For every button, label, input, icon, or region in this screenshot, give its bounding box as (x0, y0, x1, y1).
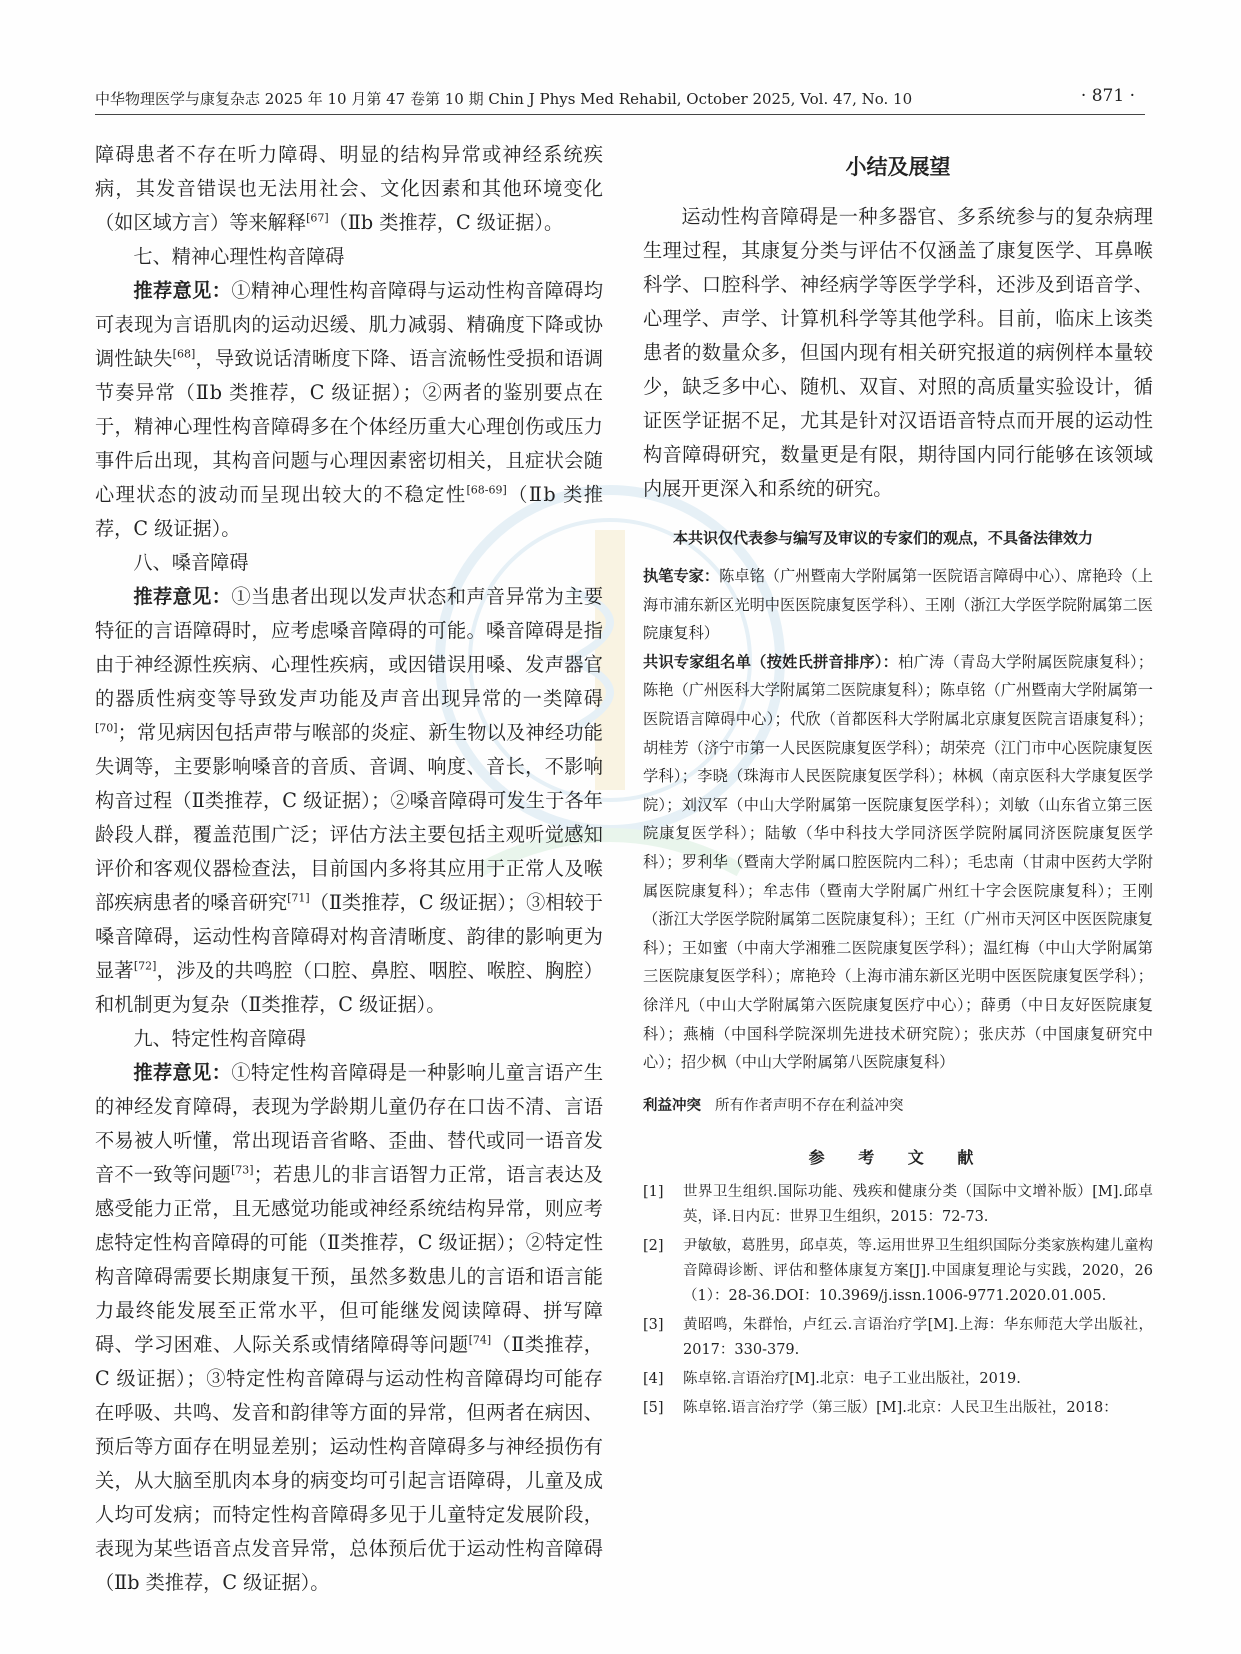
citation-ref[interactable]: [71] (287, 891, 310, 905)
summary-heading: 小结及展望 (845, 155, 951, 179)
recommendation-9: 推荐意见：①特定性构音障碍是一种影响儿童言语产生的神经发育障碍，表现为学龄期儿童仍存在口齿不清、言语不易被人听懂，常出现语音省略、歪曲、替代或同一语音发音不一致等问题[73]；若患儿的非言语智力正常，语言表达及感受能力正常，且无感觉功能或神经系统结构异常，则应考虑特定性构音障碍的可能（Ⅱ类推荐，C 级证据）；②特定性构音障碍需要长期康复干预，虽然多数患儿的言语和语言能力最终能发展至正常水平，但可能继发阅读障碍、拼写障碍、学习困难、人际关系或情绪障碍等问题[74]（Ⅱ类推荐，C 级证据）；③特定性构音障碍与运动性构音障碍均可能存在呼吸、共鸣、发音和韵律等方面的异常，但两者在病因、预后等方面存在明显差别；运动性构音障碍多与神经损伤有关，从大脑至肌肉本身的病变均可引起言语障碍，儿童及成人均可发病；而特定性构音障碍多见于儿童特定发展阶段，表现为某些语音点发音异常，总体预后优于运动性构音障碍（Ⅱb 类推荐，C 级证据）。 (95, 1061, 604, 1594)
left-column (95, 138, 603, 1600)
recommendation-7: 推荐意见：①精神心理性构音障碍与运动性构音障碍均可表现为言语肌肉的运动迟缓、肌力减弱、精确度下降或协调性缺失[68]，导致说话清晰度下降、语言流畅性受损和语调节奏异常（Ⅱb 类推荐，C 级证据）；②两者的鉴别要点在于，精神心理性构音障碍多在个体经历重大心理创伤或压力事件后出现，其构音问题与心理因素密切相关，且症状会随心理状态的波动而呈现出较大的不稳定性[68-69]（Ⅱb 类推荐，C 级证据）。 (95, 279, 604, 540)
journal-citation: 中华物理医学与康复杂志 2025 年 10 月第 47 卷第 10 期 Chin J Phys Med Rehabil, October 2025, Vol. 47, No. 10 (95, 90, 913, 108)
writing-experts: 执笔专家：陈卓铭（广州暨南大学附属第一医院语言障碍中心）、席艳玲（上海市浦东新区光明中医医院康复医学科）、王刚（浙江大学医学院附属第二医院康复科） (643, 567, 1153, 643)
paragraph: 障碍患者不存在听力障碍、明显的结构异常或神经系统疾病，其发音错误也无法用社会、文化因素和其他环境变化（如区域方言）等来解释[67]（Ⅱb 类推荐，C 级证据）。 (95, 143, 603, 234)
section-heading-9: 九、特定性构音障碍 (133, 1027, 307, 1050)
reference-item: [5] 陈卓铭.语言治疗学（第三版）[M].北京：人民卫生出版社，2018： (643, 1399, 1118, 1416)
reference-item: [3] 黄昭鸣，朱群怡，卢红云.言语治疗学[M].上海：华东师范大学出版社，2017：330-379. (643, 1316, 1153, 1358)
conflict-of-interest: 利益冲突 所有作者声明不存在利益冲突 (643, 1097, 904, 1114)
summary-paragraph: 运动性构音障碍是一种多器官、多系统参与的复杂病理生理过程，其康复分类与评估不仅涵盖了康复医学、耳鼻喉科学、口腔科学、神经病学等医学学科，还涉及到语音学、心理学、声学、计算机科学等其他学科。目前，临床上该类患者的数量众多，但国内现有相关研究报道的病例样本量较少，缺乏多中心、随机、双盲、对照的高质量实验设计，循证医学证据不足，尤其是针对汉语语音特点而开展的运动性构音障碍研究，数量更是有限，期待国内同行能够在该领域内展开更深入和系统的研究。 (643, 205, 1153, 500)
recommendation-8: 推荐意见：①当患者出现以发声状态和声音异常为主要特征的言语障碍时，应考虑嗓音障碍的可能。嗓音障碍是指由于神经源性疾病、心理性疾病，或因错误用嗓、发声器官的器质性病变等导致发声功能及声音出现异常的一类障碍[70]；常见病因包括声带与喉部的炎症、新生物以及神经功能失调等，主要影响嗓音的音质、音调、响度、音长，不影响构音过程（Ⅱ类推荐，C 级证据）；②嗓音障碍可发生于各年龄段人群，覆盖范围广泛；评估方法主要包括主观听觉感知评价和客观仪器检查法，目前国内多将其应用于正常人及喉部疾病患者的嗓音研究[71]（Ⅱ类推荐，C 级证据）；③相较于嗓音障碍，运动性构音障碍对构音清晰度、韵律的影响更为显著[72]，涉及的共鸣腔（口腔、鼻腔、咽腔、喉腔、胸腔）和机制更为复杂（Ⅱ类推荐，C 级证据）。 (95, 585, 604, 1016)
running-header (95, 88, 1145, 115)
citation-ref[interactable]: [68-69] (466, 483, 507, 497)
reference-item: [4] 陈卓铭.言语治疗[M].北京：电子工业出版社，2019. (643, 1370, 1021, 1387)
citation-ref[interactable]: [73] (230, 1163, 254, 1177)
citation-ref[interactable]: [67] (306, 211, 329, 225)
page-number: · 871 · (1080, 86, 1135, 106)
section-heading-8: 八、嗓音障碍 (133, 551, 249, 574)
disclaimer: 本共识仅代表参与编写及审议的专家们的观点，不具备法律效力 (673, 529, 1094, 547)
citation-ref[interactable]: [74] (468, 1333, 492, 1347)
consensus-group: 共识专家组名单（按姓氏拼音排序）：柏广涛（青岛大学附属医院康复科）；陈艳（广州医科大学附属第二医院康复科）；陈卓铭（广州暨南大学附属第一医院语言障碍中心）；代欣（首都医科大学附属北京康复医院言语康复科）；胡桂芳（济宁市第一人民医院康复医学科）；胡荣亮（江门市中心医院康复医学科）；李晓（珠海市人民医院康复医学科）；林枫（南京医科大学康复医学院）；刘汉军（中山大学附属第一医院康复医学科）；刘敏（山东省立第三医院康复医学科）；陆敏（华中科技大学同济医学院附属同济医院康复医学科）；罗利华（暨南大学附属口腔医院内二科）；毛忠南（甘肃中医药大学附属医院康复科）；牟志伟（暨南大学附属广州红十字会医院康复科）；王刚（浙江大学医学院附属第二医院康复科）；王红（广州市天河区中医医院康复科）；王如蜜（中南大学湘雅二医院康复医学科）；温红梅（中山大学附属第三医院康复医学科）；席艳玲（上海市浦东新区光明中医医院康复医学科）；徐洋凡（中山大学附属第六医院康复医疗中心）；薛勇（中日友好医院康复科）；燕楠（中国科学院深圳先进技术研究院）；张庆苏（中国康复研究中心）；招少枫（中山大学附属第八医院康复科） (643, 652, 1154, 1072)
citation-ref[interactable]: [72] (133, 959, 157, 973)
reference-item: [1] 世界卫生组织.国际功能、残疾和健康分类（国际中文增补版）[M].邱卓英，译.日内瓦：世界卫生组织，2015：72-73. (643, 1183, 1153, 1225)
reference-item: [2] 尹敏敏，葛胜男，邱卓英，等.运用世界卫生组织国际分类家族构建儿童构音障碍诊断、评估和整体康复方案[J].中国康复理论与实践，2020，26（1）：28-36.DOI：10.3969/j.issn.1006-9771.2020.01.005. (643, 1237, 1153, 1304)
citation-ref[interactable]: [68] (172, 347, 196, 361)
reference-list (643, 1180, 1153, 1421)
citation-ref[interactable]: [70] (95, 721, 118, 735)
right-column (643, 152, 1153, 1425)
references-heading: 参 考 文 献 (808, 1147, 988, 1167)
section-heading-7: 七、精神心理性构音障碍 (133, 245, 345, 268)
